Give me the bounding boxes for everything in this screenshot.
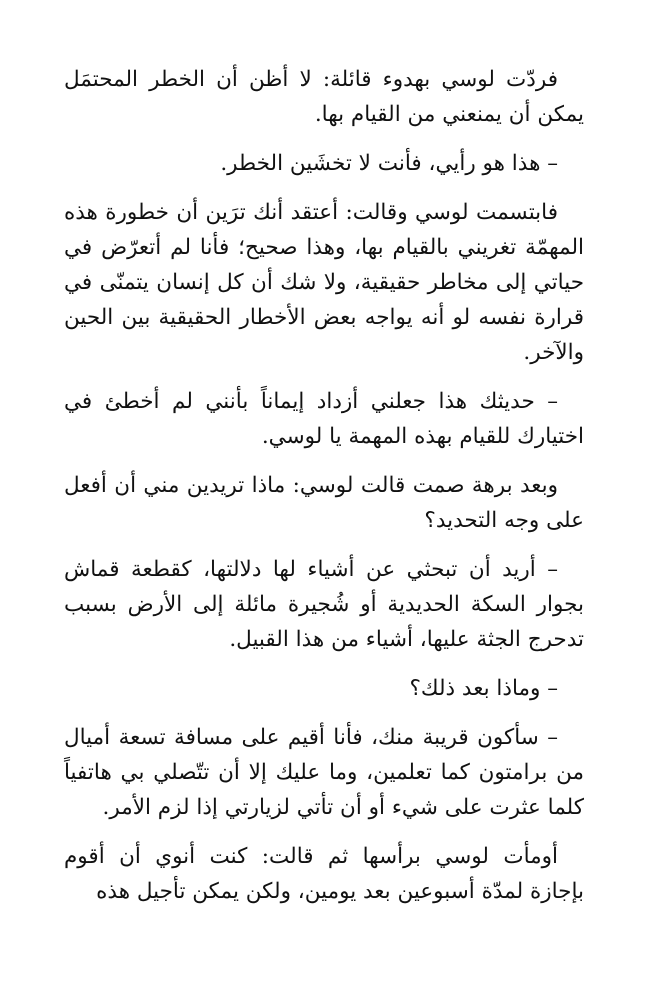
paragraph-5: وبعد برهة صمت قالت لوسي: ماذا تريدين مني أن أفعل على وجه التحديد؟	[64, 473, 584, 533]
paragraph-6: – أريد أن تبحثي عن أشياء لها دلالتها، كقطعة قماش بجوار السكة الحديدية أو شُجيرة مائلة إلى الأرض بسبب تدحرج الجثة عليها، أشياء من هذا القبيل.	[64, 557, 584, 652]
paragraph-4: – حديثك هذا جعلني أزداد إيماناً بأنني لم أخطئ في اختيارك للقيام بهذه المهمة يا لوسي.	[64, 389, 584, 449]
paragraph-9: أومأت لوسي برأسها ثم قالت: كنت أنوي أن أقوم بإجازة لمدّة أسبوعين بعد يومين، ولكن يمكن تأجيل هذه	[64, 844, 584, 904]
book-page-text	[64, 62, 584, 923]
paragraph-7: – وماذا بعد ذلك؟	[409, 676, 558, 701]
paragraph-8: – سأكون قريبة منك، فأنا أقيم على مسافة تسعة أميال من برامتون كما تعلمين، وما عليك إلا أن تتّصلي بي هاتفياً كلما عثرت على شيء أو أن تأتي لزيارتي إذا لزم الأمر.	[64, 725, 584, 820]
paragraph-2: – هذا هو رأيي، فأنت لا تخشَين الخطر.	[220, 151, 558, 176]
paragraph-3: فابتسمت لوسي وقالت: أعتقد أنك ترَين أن خطورة هذه المهمّة تغريني بالقيام بها، وهذا صحيح؛ فأنا لم أتعرّض في حياتي إلى مخاطر حقيقية، ولا شك أن كل إنسان يتمنّى في قرارة نفسه لو أنه يواجه بعض الأخطار الحقيقية بين الحين والآخر.	[64, 200, 584, 365]
paragraph-1: فردّت لوسي بهدوء قائلة: لا أظن أن الخطر المحتمَل يمكن أن يمنعني من القيام بها.	[64, 67, 584, 127]
